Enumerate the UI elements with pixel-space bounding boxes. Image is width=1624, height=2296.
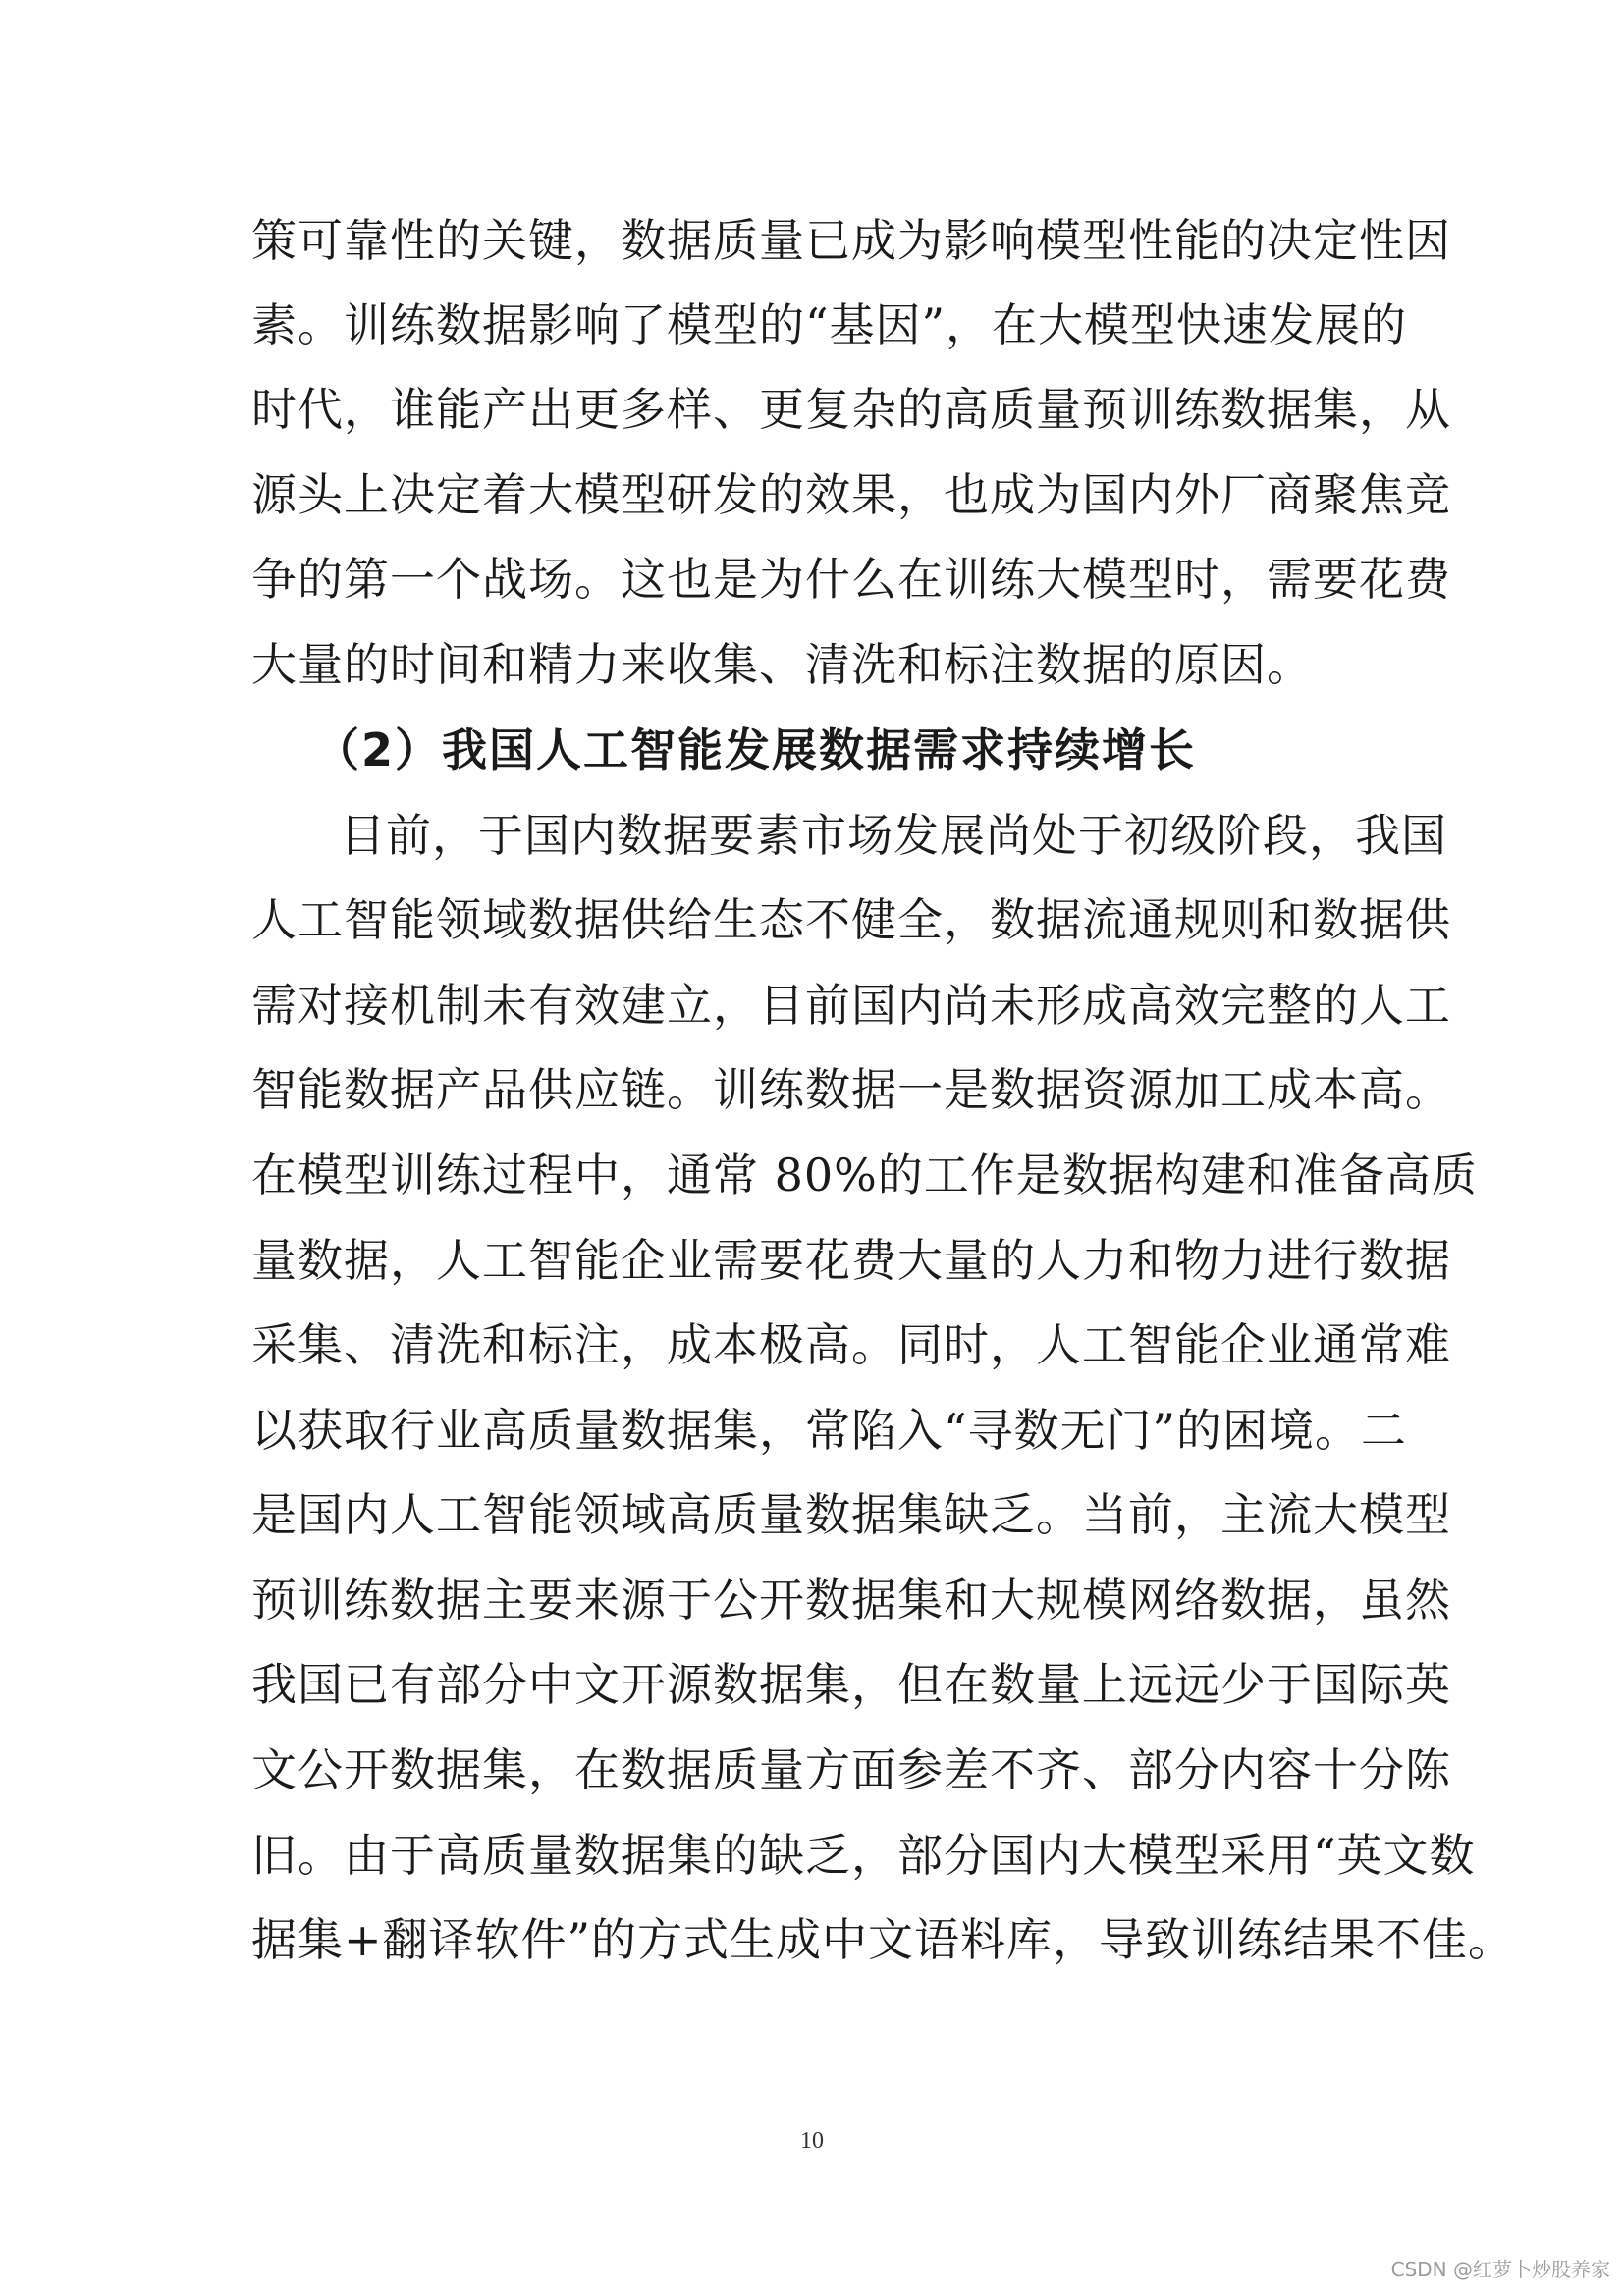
paragraph-2-line-8: 以获取行业高质量数据集，常陷入“寻数无门”的困境。二	[251, 1404, 1408, 1457]
paragraph-1-line-4: 源头上决定着大模型研发的效果，也成为国内外厂商聚焦竞	[251, 468, 1451, 521]
paragraph-2-line-11: 我国已有部分中文开源数据集，但在数量上远远少于国际英	[251, 1658, 1451, 1711]
paragraph-2-line-1: 目前，于国内数据要素市场发展尚处于初级阶段，我国	[340, 809, 1447, 862]
page-number: 10	[800, 2128, 824, 2154]
paragraph-1-line-1: 策可靠性的关键，数据质量已成为影响模型性能的决定性因	[251, 214, 1451, 267]
paragraph-1-line-6: 大量的时间和精力来收集、清洗和标注数据的原因。	[251, 638, 1313, 691]
paragraph-2-line-14: 据集+翻译软件”的方式生成中文语料库，导致训练结果不佳。	[251, 1913, 1515, 1966]
paragraph-2-line-7: 采集、清洗和标注，成本极高。同时，人工智能企业通常难	[251, 1318, 1451, 1371]
paragraph-2-line-6: 量数据，人工智能企业需要花费大量的人力和物力进行数据	[251, 1234, 1451, 1287]
paragraph-2-line-13: 旧。由于高质量数据集的缺乏，部分国内大模型采用“英文数	[251, 1829, 1476, 1882]
paragraph-2-line-9: 是国内人工智能领域高质量数据集缺乏。当前，主流大模型	[251, 1488, 1451, 1541]
paragraph-2-line-2: 人工智能领域数据供给生态不健全，数据流通规则和数据供	[251, 893, 1451, 946]
watermark: CSDN @红萝卜炒股养家	[1390, 2258, 1610, 2281]
paragraph-1-line-5: 争的第一个战场。这也是为什么在训练大模型时，需要花费	[251, 553, 1451, 606]
paragraph-2-line-5: 在模型训练过程中，通常 80%的工作是数据构建和准备高质	[251, 1148, 1478, 1201]
paragraph-1-line-3: 时代，谁能产出更多样、更复杂的高质量预训练数据集，从	[251, 383, 1451, 436]
paragraph-2-line-4: 智能数据产品供应链。训练数据一是数据资源加工成本高。	[251, 1063, 1451, 1116]
paragraph-1-line-2: 素。训练数据影响了模型的“基因”，在大模型快速发展的	[251, 298, 1408, 351]
paragraph-2-line-12: 文公开数据集，在数据质量方面参差不齐、部分内容十分陈	[251, 1743, 1451, 1796]
paragraph-2-line-10: 预训练数据主要来源于公开数据集和大规模网络数据，虽然	[251, 1574, 1451, 1627]
section-heading: （2）我国人工智能发展数据需求持续增长	[314, 723, 1197, 776]
paragraph-2-line-3: 需对接机制未有效建立，目前国内尚未形成高效完整的人工	[251, 979, 1451, 1032]
